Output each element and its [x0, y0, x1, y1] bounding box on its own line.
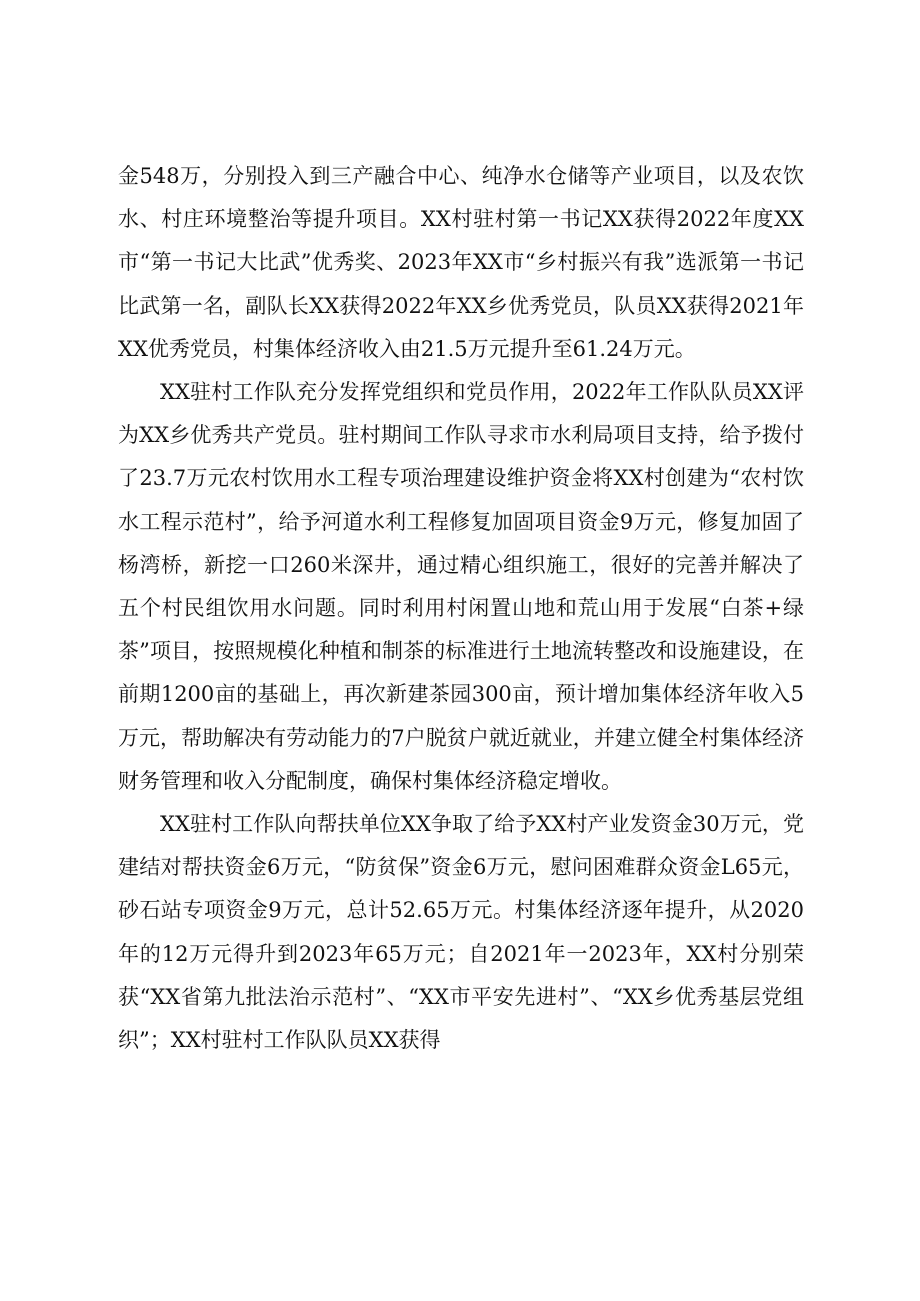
paragraph-water-and-tea-projects: XX驻村工作队充分发挥党组织和党员作用，2022年工作队队员XX评为XX乡优秀共产党员。驻村期间工作队寻求市水利局项目支持，给予拨付了23.7万元农村饮用水工程专项治理建设维护资金将XX村创建为“农村饮水工程示范村”，给予河道水利工程修复加固项目资金9万元，修复加固了杨湾桥，新挖一口260米深井，通过精心组织施工，很好的完善并解决了五个村民组饮用水问题。同时利用村闲置山地和荒山用于发展“白茶+绿茶”项目，按照规模化种植和制茶的标准进行土地流转整改和设施建设，在前期1200亩的基础上，再次新建茶园300亩，预计增加集体经济年收入5万元，帮助解决有劳动能力的7户脱贫户就近就业，并建立健全村集体经济财务管理和收入分配制度，确保村集体经济稳定增收。 [118, 380, 804, 793]
paragraph-funding-and-honors: XX驻村工作队向帮扶单位XX争取了给予XX村产业发资金30万元，党建结对帮扶资金6万元，“防贫保”资金6万元，慰问困难群众资金L65元，砂石站专项资金9万元，总计52.65万元。村集体经济逐年提升，从2020年的12万元得升到2023年65万元；自2021年一2023年，XX村分别荣获“XX省第九批法治示范村”、“XX市平安先进村”、“XX乡优秀基层党组织”；XX村驻村工作队队员XX获得 [118, 812, 804, 1053]
document-body [118, 155, 804, 1062]
paragraph-continuation: 金548万，分别投入到三产融合中心、纯净水仓储等产业项目，以及农饮水、村庄环境整治等提升项目。XX村驻村第一书记XX获得2022年度XX市“第一书记大比武”优秀奖、2023年XX市“乡村振兴有我”选派第一书记比武第一名，副队长XX获得2022年XX乡优秀党员，队员XX获得2021年XX优秀党员，村集体经济收入由21.5万元提升至61.24万元。 [118, 164, 804, 361]
